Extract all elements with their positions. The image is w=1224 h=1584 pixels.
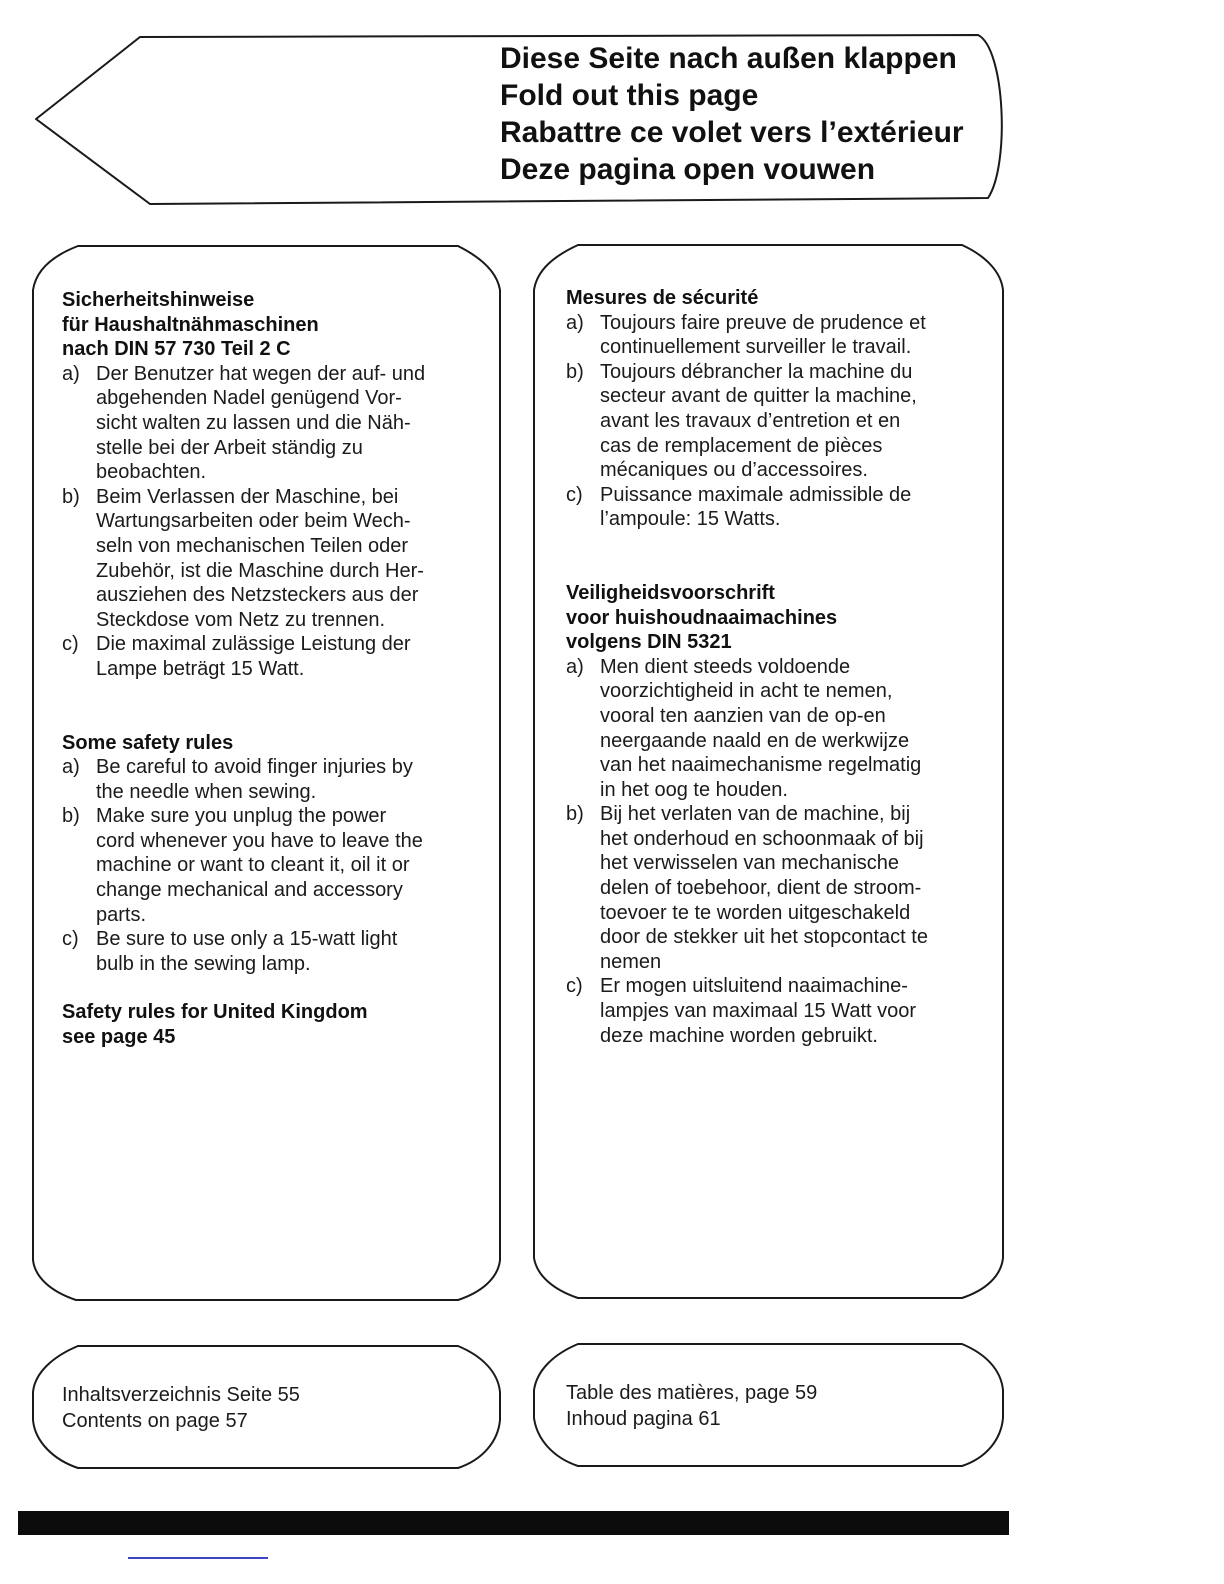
item-label: c)	[566, 975, 583, 998]
text-line: Bij het verlaten van de machine, bij	[600, 803, 911, 826]
banner-line-de: Diese Seite nach außen klappen	[500, 42, 957, 75]
item-text	[96, 362, 492, 485]
heading-line: Mesures de sécurité	[566, 287, 759, 309]
item-label: b)	[62, 805, 80, 828]
note-line: see page 45	[62, 1026, 176, 1049]
text-line: Make sure you unplug the power	[96, 805, 387, 828]
text-line: cas de remplacement de pièces	[600, 434, 883, 457]
item-text	[600, 311, 996, 360]
toc-line-fr: Table des matières, page 59	[566, 1382, 818, 1404]
text-line: het verwisselen van mechanische	[600, 852, 900, 875]
french-heading	[566, 286, 996, 311]
heading-line: nach DIN 57 730 Teil 2 C	[62, 338, 291, 361]
heading-line: Veiligheidsvoorschrift	[566, 581, 775, 604]
item-label: c)	[62, 928, 79, 951]
text-line: Er mogen uitsluitend naaimachine-	[600, 975, 908, 998]
item-label: a)	[566, 655, 584, 678]
text-line: deze machine worden gebruikt.	[600, 1024, 878, 1047]
dutch-heading	[566, 581, 996, 655]
heading-line: Some safety rules	[62, 731, 234, 754]
text-line: Be sure to use only a 15-watt light	[96, 928, 398, 951]
right-safety-box	[566, 286, 996, 1048]
uk-safety-note	[62, 1000, 492, 1049]
text-line: ausziehen des Netzsteckers aus der	[96, 584, 419, 607]
toc-line-de: Inhaltsverzeichnis Seite 55	[62, 1384, 300, 1406]
text-line: Lampe beträgt 15 Watt.	[96, 657, 305, 680]
item-text	[96, 927, 492, 976]
toc-line-en: Contents on page 57	[62, 1410, 248, 1432]
german-item-c	[62, 632, 492, 681]
heading-line: voor huishoudnaaimachines	[566, 606, 838, 629]
text-line: secteur avant de quitter la machine,	[600, 385, 917, 408]
text-line: voorzichtigheid in acht te nemen,	[600, 680, 893, 703]
heading-line: für Haushaltnähmaschinen	[62, 313, 319, 336]
text-line: neergaande naald en de werkwijze	[600, 729, 910, 752]
text-line: nemen	[600, 950, 662, 973]
item-text	[600, 360, 996, 483]
toc-right	[566, 1380, 817, 1432]
text-line: Wartungsarbeiten oder beim Wech-	[96, 510, 411, 533]
text-line: parts.	[96, 903, 147, 926]
text-line: Toujours faire preuve de prudence et	[600, 311, 926, 334]
dutch-item-a	[566, 655, 996, 803]
text-line: beobachten.	[96, 461, 207, 484]
text-line: Die maximal zulässige Leistung der	[96, 633, 411, 656]
english-heading	[62, 731, 492, 756]
heading-line: Sicherheitshinweise	[62, 289, 255, 311]
text-line: the needle when sewing.	[96, 780, 317, 803]
item-label: c)	[62, 633, 79, 656]
item-text	[96, 755, 492, 804]
text-line: Beim Verlassen der Maschine, bei	[96, 485, 399, 508]
german-item-b	[62, 485, 492, 633]
french-item-a	[566, 311, 996, 360]
note-line: Safety rules for United Kingdom	[62, 1001, 368, 1024]
item-label: a)	[566, 311, 584, 334]
item-text	[96, 804, 492, 927]
item-text	[600, 655, 996, 803]
english-item-b	[62, 804, 492, 927]
text-line: mécaniques ou d’accessoires.	[600, 459, 868, 482]
item-label: a)	[62, 756, 80, 779]
item-label: c)	[566, 483, 583, 506]
item-label: a)	[62, 362, 80, 385]
heading-line: volgens DIN 5321	[566, 631, 732, 654]
text-line: Toujours débrancher la machine du	[600, 360, 913, 383]
text-line: Puissance maximale admissible de	[600, 483, 912, 506]
text-line: l’ampoule: 15 Watts.	[600, 508, 781, 531]
text-line: toevoer te te worden uitgeschakeld	[600, 901, 911, 924]
french-item-b	[566, 360, 996, 483]
banner-line-nl: Deze pagina open vouwen	[500, 153, 876, 186]
french-item-c	[566, 483, 996, 532]
text-line: Zubehör, ist die Maschine durch Her-	[96, 559, 424, 582]
text-line: continuellement surveiller le travail.	[600, 336, 912, 359]
text-line: vooral ten aanzien van de op-en	[600, 704, 886, 727]
text-line: stelle bei der Arbeit ständig zu	[96, 436, 363, 459]
english-item-c	[62, 927, 492, 976]
text-line: delen of toebehoor, dient de stroom-	[600, 877, 922, 900]
item-label: b)	[566, 803, 584, 826]
item-text	[600, 974, 996, 1048]
item-text	[600, 483, 996, 532]
text-line: door de stekker uit het stopcontact te	[600, 926, 928, 949]
text-line: bulb in the sewing lamp.	[96, 952, 311, 975]
text-line: Der Benutzer hat wegen der auf- und	[96, 362, 426, 385]
banner-line-fr: Rabattre ce volet vers l’extérieur	[500, 116, 964, 149]
banner-line-en: Fold out this page	[500, 79, 759, 112]
text-line: machine or want to cleant it, oil it or	[96, 854, 410, 877]
text-line: abgehenden Nadel genügend Vor-	[96, 387, 402, 410]
text-line: sicht walten zu lassen und die Näh-	[96, 411, 411, 434]
dutch-item-b	[566, 802, 996, 974]
german-item-a	[62, 362, 492, 485]
item-text	[96, 632, 492, 681]
fold-out-banner	[500, 40, 990, 188]
text-line: change mechanical and accessory	[96, 879, 403, 902]
german-heading	[62, 288, 492, 362]
bottom-black-bar	[18, 1511, 1009, 1535]
text-line: avant les travaux d’entretion et en	[600, 409, 901, 432]
text-line: lampjes van maximaal 15 Watt voor	[600, 1000, 917, 1023]
toc-line-nl: Inhoud pagina 61	[566, 1408, 721, 1430]
item-text	[96, 485, 492, 633]
text-line: in het oog te houden.	[600, 778, 788, 801]
text-line: het onderhoud en schoonmaak of bij	[600, 827, 924, 850]
item-label: b)	[62, 485, 80, 508]
left-safety-box	[62, 288, 492, 1050]
dutch-item-c	[566, 974, 996, 1048]
text-line: Men dient steeds voldoende	[600, 655, 851, 678]
text-line: Be careful to avoid finger injuries by	[96, 756, 413, 779]
text-line: cord whenever you have to leave the	[96, 829, 423, 852]
text-line: Steckdose vom Netz zu trennen.	[96, 608, 386, 631]
text-line: seln von mechanischen Teilen oder	[96, 534, 409, 557]
toc-left	[62, 1382, 300, 1434]
english-item-a	[62, 755, 492, 804]
item-label: b)	[566, 360, 584, 383]
text-line: van het naaimechanisme regelmatig	[600, 754, 922, 777]
item-text	[600, 802, 996, 974]
